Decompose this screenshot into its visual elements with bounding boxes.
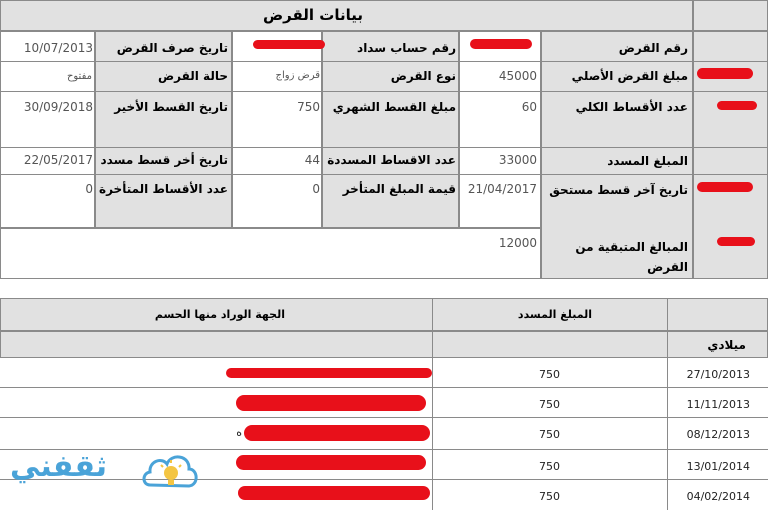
col-header-source: الجهة الوراد منها الحسم [154,308,285,321]
remaining-amount-label-line2: القرض [647,260,688,274]
redaction-mark [717,237,755,246]
original-amount-label: مبلغ القرض الأصلي [571,69,688,83]
total-installments-value: 60 [521,100,537,114]
redaction-mark [253,40,325,49]
loan-number-label: رقم القرض [618,41,688,55]
paid-installments-value: 44 [304,153,320,167]
loan-status-value: مفتوح [66,71,92,82]
row-amount: 750 [539,398,560,411]
row-amount: 750 [539,368,560,381]
redaction-mark [236,455,426,470]
monthly-installment-label: مبلغ القسط الشهري [332,100,456,114]
redaction-mark [244,425,430,441]
disbursement-date-label: تاريخ صرف القرض [116,41,228,55]
paid-amount-label: المبلغ المسدد [607,154,688,168]
original-amount-value: 45000 [498,69,537,83]
row-date: 04/02/2014 [686,490,750,503]
row-date: 11/11/2013 [686,398,750,411]
row-date: 08/12/2013 [686,428,750,441]
redaction-mark [470,39,532,49]
redaction-mark [226,368,432,378]
last-paid-installment-label: تاريخ أخر قسط مسدد [100,153,228,167]
paid-installments-label: عدد الاقساط المسددة [327,153,456,167]
paid-amount-value: 33000 [498,153,537,167]
last-installment-date-label: تاريخ القسط الأخير [114,100,228,114]
watermark [10,445,210,505]
col-header-date: ميلادي [707,338,746,352]
row-date: 27/10/2013 [686,368,750,381]
last-installment-date-value: 30/09/2018 [23,100,93,114]
last-due-installment-label: تاريخ آخر قسط مستحق [549,183,688,197]
table-header-bar [0,298,768,331]
overdue-amount-value: 0 [312,182,320,196]
repayment-account-label: رقم حساب سداد [357,41,456,55]
remaining-amount-value: 12000 [498,236,537,250]
total-installments-label: عدد الأقساط الكلي [575,100,688,114]
disbursement-date-value: 10/07/2013 [23,41,93,55]
loan-type-value: قرض زواج [275,70,320,81]
redaction-mark [238,486,430,500]
redaction-mark [717,101,757,110]
redaction-mark [236,395,426,411]
monthly-installment-value: 750 [297,100,320,114]
overdue-installments-label: عدد الأقساط المتأخرة [99,182,228,196]
last-due-installment-value: 21/04/2017 [467,182,537,196]
last-paid-installment-value: 22/05/2017 [23,153,93,167]
row-source: ه [236,426,242,439]
row-date: 13/01/2014 [686,460,750,473]
redaction-mark [697,182,753,192]
table-subheader-bar [0,331,768,358]
redaction-mark [697,68,753,79]
row-amount: 750 [539,460,560,473]
col-header-amount: المبلغ المسدد [517,308,592,321]
title-side-cell [693,0,768,31]
row-amount: 750 [539,490,560,503]
row-amount: 750 [539,428,560,441]
watermark-text: ثقفني [10,449,108,484]
page-title: بيانات القرض [262,6,363,24]
loan-status-label: حالة القرض [158,69,228,83]
loan-type-label: نوع القرض [390,69,456,83]
remaining-row [0,228,541,279]
overdue-installments-value: 0 [85,182,93,196]
overdue-amount-label: قيمة المبلغ المتأخر [342,182,456,196]
remaining-amount-label: المبالغ المتبقية من [575,240,688,254]
lightbulb-icon [140,445,202,501]
